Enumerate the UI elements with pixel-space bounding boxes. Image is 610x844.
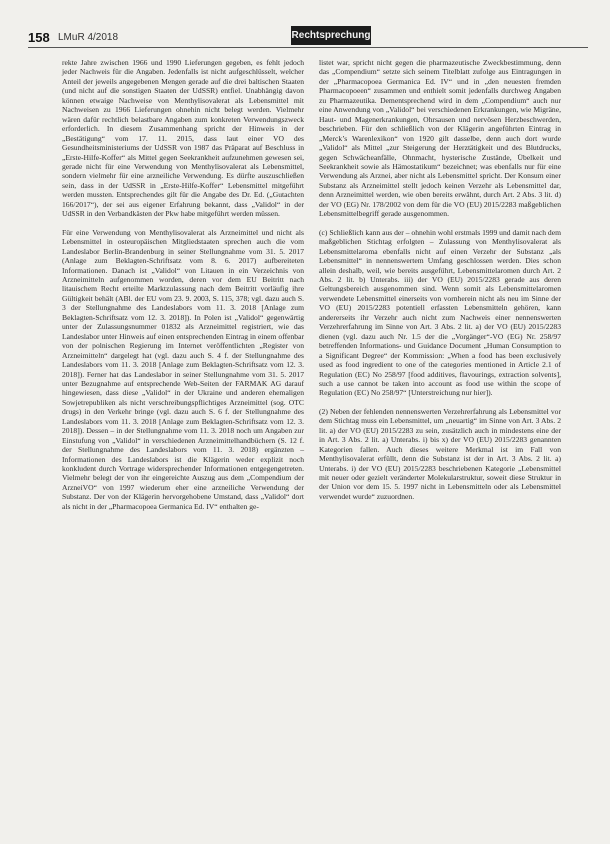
journal-title: LMuR 4/2018 bbox=[58, 32, 119, 43]
right-column bbox=[319, 58, 561, 510]
left-column bbox=[62, 58, 304, 520]
page-number: 158 bbox=[28, 30, 50, 45]
paragraph: (c) Schließlich kann aus der – ohnehin wohl erstmals 1999 und damit nach dem maßgeblichen Stichtag erfolgten – Zulassung von Menthylisovalerat als Lebensmittelaroma ebenfalls nicht auf einen Verzehr der Substanz „als Lebensmittel“ in nennenswertem Umfang geschlossen werden. Dies schon allein deshalb, weil, wie bereits ausgeführt, Lebensmittelaromen durch Art. 2 Abs. 2 lit. b) Unterabs. iii) der VO (EU) 2015/2283 gerade aus deren Geltungsbereich ausgenommen sind. Wenn somit als Lebensmittelaromen verwendete Lebensmittel einerseits von vornherein nicht als neu im Sinne der VO (EU) 2015/2283 potentiell erfassten Lebensmitteln gehören, kann andererseits ihr Verzehr auch nicht zum Nachweis einer nennenswerten Verzehrerfahrung im Sinne von Art. 3 Abs. 2 lit. a) der VO (EU) 2015/2283 dienen (vgl. dazu auch Nr. 1.5 der die „Vorgänger“-VO (EG) Nr. 258/97 betreffenden Informations- und Guidance Document „Human Consumption to a Significant Degree“ der Kommission: „When a food has been exclusively used as food ingredient to one of the categories mentioned in Article 2.1 of Regulation (EC) No 258/97 [food additives, flavourings, extraction solvents], such a use cannot be taken into account as food use within the scope of Regulation (EC) No 258/97“ [Unterstreichung nur hier]). bbox=[319, 227, 561, 398]
paragraph: (2) Neben der fehlenden nennenswerten Verzehrerfahrung als Lebensmittel vor dem Stichtag muss ein Lebensmittel, um „neuartig“ im Sinne von Art. 3 Abs. 2 lit. a) der VO (EU) 2015/2283 zu sein, zusätzlich auch in mindestens eine der in Art. 3 Abs. 2 lit. a) Unterabs. i) bis x) der VO (EU) 2015/2283 genannten Kategorien fallen. Auch dieses weitere Merkmal ist im Fall von Menthylisovalerat erfüllt, denn die Substanz ist der in Art. 3 Abs. 2 lit. a) Unterabs. i) der VO (EU) 2015/2283 beschriebenen Kategorie „Lebensmittel mit neuer oder gezielt veränderter Molekularstruktur, soweit diese Struktur in der Union vor dem 15. 5. 1997 nicht in Lebensmitteln oder als Lebensmittel verwendet wurde“ zuzuordnen. bbox=[319, 406, 561, 501]
paragraph: listet war, spricht nicht gegen die pharmazeutische Zweckbestimmung, denn das „Compendium“ setzte sich seinem Titelblatt zufolge aus Eintragungen in der „Pharmacopoea Germanica Ed. IV“ und in „den neuesten fremden Pharmacopoeen“ zusammen und enthielt somit jedenfalls durchweg Angaben zu Pharmazeutika. Dementsprechend wird in dem „Compendium“ auch nur eine Anwendung von „Validol“ bei verschiedenen Erkrankungen, wie Migräne, Haut- und Magenerkrankungen, Ohrsausen und nervösen Herzbeschwerden, beschrieben. Für den schließlich von der Klägerin angeführten Eintrag in „Merck’s Warenlexikon“ von 1920 gilt dasselbe, denn auch dort wurde „Validol“ als Mittel „zur Steigerung der Herztätigkeit und des Blutdrucks, gegen Schwächeanfälle, Ohnmacht, hysterische Zustände, Übelkeit und Seekrankheit sowie als Hämostatikum“ bezeichnet; was ebenfalls nur für eine Verwendung als Arznei, aber nicht als Lebensmittel spricht. Der Konsum einer Substanz als Arzneimittel stellt jedoch keinen Verzehr als Lebensmittel dar, denn Arzneimittel werden, wie oben bereits erwähnt, durch Art. 2 Abs. 3 lit. d) der VO (EG) Nr. 178/2002 von dem für die VO (EU) 2015/2283 maßgeblichen Lebensmittelbegriff gerade ausgenommen. bbox=[319, 58, 561, 219]
page-header bbox=[28, 30, 588, 48]
section-label: Rechtsprechung bbox=[291, 26, 371, 45]
paragraph: rekte Jahre zwischen 1966 und 1990 Lieferungen gegeben, es fehlt jedoch jeder Nachweis für die Angaben. Jedenfalls ist nicht aufgeschlüsselt, welcher Anteil der jeweils angegebenen Mengen gerade auf die drei baltischen Staaten (und nicht auf die sonstigen Staaten der UdSSR) entfiel. Unabhängig davon können etwaige Nachweise von Menthylisovalerat als Lebensmittel mit Nachweisen zu 1966 Lieferungen ohnehin nicht belegt werden. Vielmehr wären dafür rechtlich belastbare Angaben zum konkreten Verwendungszweck erforderlich. In diesem Zusammenhang spricht der Hinweis in der „Bestätigung“ vom 17. 11. 2015, dass laut einer VO des Gesundheitsministeriums der UdSSR von 1987 das Präparat auf Beschluss in „Erste-Hilfe-Koffer“ als Mittel gegen Seekrankheit aufzunehmen gewesen sei, gerade nicht für eine Verwendung von Menthylisovalerat als Lebensmittel, sondern vielmehr für eine arzneiliche Verwendung. Es dürfte auszuschließen sein, dass in der UdSSR in „Erste-Hilfe-Koffer“ Lebensmittel mitgeführt werden mussten. Entsprechendes gilt für die Angabe des Dr. Ed. („Gutachten 166/2017“), der sei aus eigener Erfahrung bekannt, dass „Validol“ in der UdSSR in den Verbandkästen der Pkw habe mitgeführt werden müssen. bbox=[62, 58, 304, 219]
header-divider bbox=[28, 47, 588, 48]
paragraph: Für eine Verwendung von Menthylisovalerat als Arzneimittel und nicht als Lebensmittel in osteuropäischen Mitgliedstaaten sprechen auch die vom Landeslabor Berlin-Brandenburg in seiner Stellungnahme vom 31. 5. 2017 (Anlage zum Beklagten-Schriftsatz vom 8. 6. 2017) aufbereiteten Informationen. Danach ist „Validol“ von Litauen in ein Verzeichnis von Arzneimitteln aufgenommen worden, deren vor dem EU Beitritt nach litauischem Recht erteilte Marktzulassung nach dem Beitritt vorläufig ihre Gültigkeit behält (ABl. der EU vom 23. 9. 2003, S. 115, 378; vgl. dazu auch S. 3 der Stellungnahme des Landeslabors vom 11. 3. 2018 [Anlage zum Beklagten-Schriftsatz vom 12. 3. 2018]). In Polen ist „Validol“ gegenwärtig unter der Zulassungsnummer 01832 als Arzneimittel registriert, wie das Landeslabor unter Hinweis auf einen entsprechenden Eintrag in einem offenbar von der polnischen Regierung im Internet veröffentlichten „Register von Arzneimitteln“ dargelegt hat (vgl. dazu auch S. 4 f. der Stellungnahme des Landeslabors vom 11. 3. 2018 [Anlage zum Beklagten-Schriftsatz vom 12. 3. 2018]). Ferner hat das Landeslabor in seiner Stellungnahme vom 31. 5. 2017 unter Bezugnahme auf entsprechende Web-Seiten der FARMAK AG darauf hingewiesen, dass diese „Validol“ in der Ukraine und anderen ehemaligen Sowjetrepubliken als nicht verschreibungspflichtiges Arzneimittel (sog. OTC drugs) in den Verkehr bringe (vgl. dazu auch S. 6 f. der Stellungnahme des Landeslabors vom 11. 3. 2018 [Anlage zum Beklagten-Schriftsatz vom 12. 3. 2018]). Dessen – in der Stellungnahme vom 11. 3. 2018 noch um Angaben zur Einstufung von „Validol“ in verschiedenen Arzneimittelhandbüchern (S. 12 f. der Stellungnahme des Landeslabors vom 11. 3. 2018) ergänzten – Informationen des Landeslabors ist die Klägerin weder explizit noch konkludent durch Vortrage widersprechender Informationen entgegengetreten. Vielmehr belegt der von ihr eingereichte Auszug aus dem „Compendium der ArzneiVO“ von 1997 wiederum eher eine arzneiliche Verwendung der Substanz. Der von der Klägerin hervorgehobene Umstand, dass „Validol“ dort als nicht in der „Pharmacopoea Germanica Ed. IV“ enthalten ge- bbox=[62, 227, 304, 511]
